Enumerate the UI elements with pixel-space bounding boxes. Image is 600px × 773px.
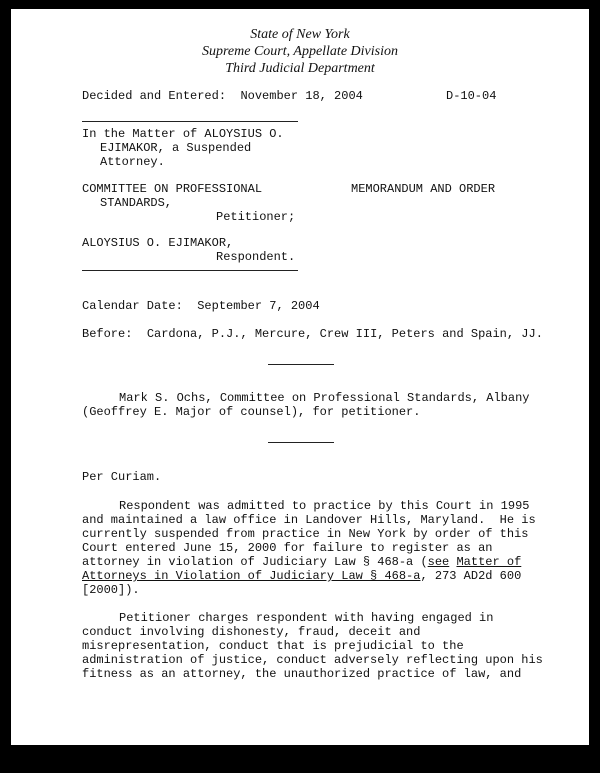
counsel-line-1: Mark S. Ochs, Committee on Professional Standards, Albany	[119, 391, 530, 405]
para1-line-5-text: attorney in violation of Judiciary Law § 468-a (	[82, 555, 428, 569]
decided-line	[82, 89, 363, 103]
caption-bottom-rule	[82, 270, 298, 271]
matter-line-3: Attorney.	[100, 155, 165, 169]
para1-line-5	[82, 555, 521, 569]
para2-line-3: misrepresentation, conduct that is prejudicial to the	[82, 639, 464, 653]
calendar-date: September 7, 2004	[197, 299, 320, 313]
para1-line-3: currently suspended from practice in New York by order of this	[82, 527, 529, 541]
memorandum-and-order: MEMORANDUM AND ORDER	[351, 182, 496, 196]
decided-label: Decided and Entered:	[82, 89, 227, 103]
docket-number: D-10-04	[446, 89, 497, 103]
petitioner-role: Petitioner;	[216, 210, 296, 224]
court-name: Supreme Court, Appellate Division	[202, 44, 398, 59]
counsel-line-2: (Geoffrey E. Major of counsel), for petitioner.	[82, 405, 421, 419]
para2-line-5: fitness as an attorney, the unauthorized practice of law, and	[82, 667, 522, 681]
case-name-start: Matter of	[456, 555, 522, 569]
para2-line-1: Petitioner charges respondent with having engaged in	[119, 611, 494, 625]
respondent-role: Respondent.	[216, 250, 296, 264]
calendar-label: Calendar Date:	[82, 299, 183, 313]
case-name-end: Attorneys in Violation of Judiciary Law § 468-a	[82, 569, 421, 583]
para1-line-1: Respondent was admitted to practice by this Court in 1995	[119, 499, 530, 513]
respondent-name: ALOYSIUS O. EJIMAKOR,	[82, 236, 234, 250]
see-signal: see	[427, 555, 450, 569]
court-state: State of New York	[250, 27, 350, 42]
caption-top-rule	[82, 121, 298, 122]
calendar-line	[82, 299, 320, 313]
para1-line-6	[82, 569, 521, 583]
petitioner-name-1: COMMITTEE ON PROFESSIONAL	[82, 182, 263, 196]
before-line	[82, 327, 543, 341]
before-label: Before:	[82, 327, 133, 341]
separator-rule-2	[268, 442, 334, 443]
judges: Cardona, P.J., Mercure, Crew III, Peters and Spain, JJ.	[146, 327, 543, 341]
decided-date: November 18, 2004	[240, 89, 363, 103]
document-page	[11, 9, 589, 745]
petitioner-name-2: STANDARDS,	[100, 196, 173, 210]
para2-line-2: conduct involving dishonesty, fraud, deceit and	[82, 625, 421, 639]
matter-line-1: In the Matter of ALOYSIUS O.	[82, 127, 284, 141]
separator-rule-1	[268, 364, 334, 365]
para1-line-7: [2000]).	[82, 583, 140, 597]
court-department: Third Judicial Department	[225, 61, 375, 76]
case-citation: , 273 AD2d 600	[420, 569, 522, 583]
per-curiam: Per Curiam.	[82, 470, 162, 484]
para1-line-2: and maintained a law office in Landover Hills, Maryland. He is	[82, 513, 536, 527]
para2-line-4: administration of justice, conduct adversely reflecting upon his	[82, 653, 543, 667]
matter-line-2: EJIMAKOR, a Suspended	[100, 141, 252, 155]
para1-line-4: Court entered June 15, 2000 for failure to register as an	[82, 541, 493, 555]
